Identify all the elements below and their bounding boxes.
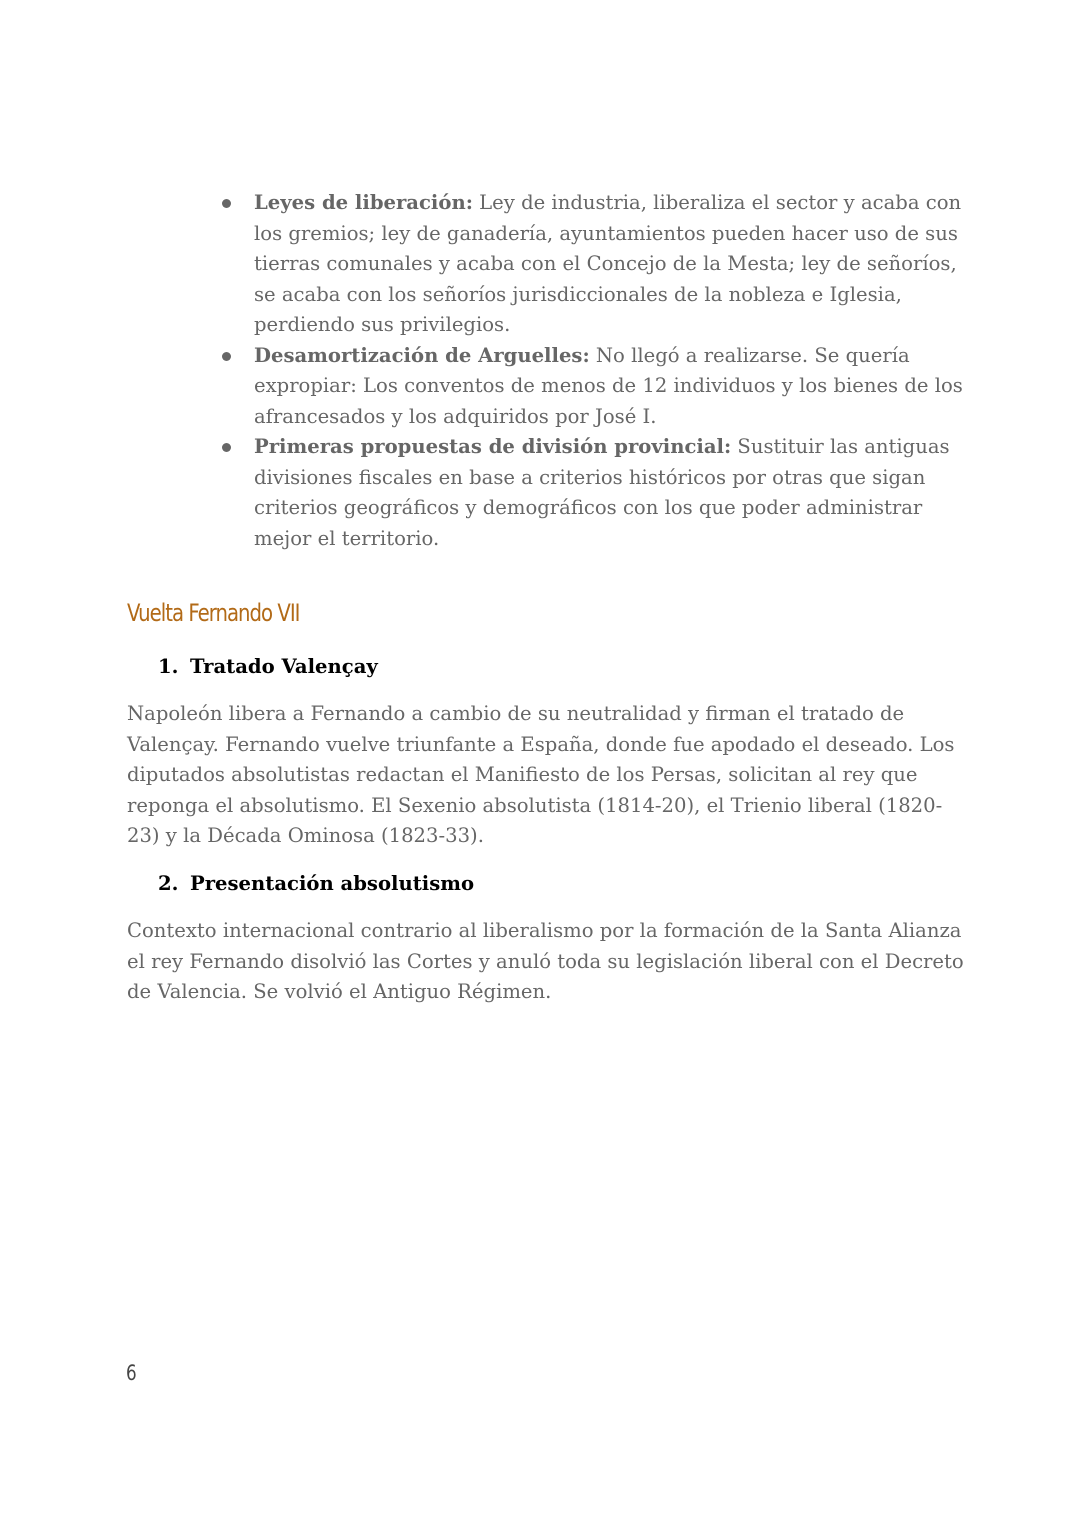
bullet-text: No llegó a realizarse. Se quería expropiar: Los conventos de menos de 12 individuos y los bienes de los afrancesados y los adquiridos por José I.: [254, 343, 963, 428]
bullet-title: Leyes de liberación:: [254, 191, 473, 214]
bullet-item-division-provincial: [254, 432, 966, 554]
bullet-dot-icon: [222, 199, 231, 208]
bullet-title: Desamortización de Arguelles:: [254, 343, 590, 367]
paragraph-presentacion-absolutismo: Contexto internacional contrario al liberalismo por la formación de la Santa Alianza el rey Fernando disolvió las Cortes y anuló toda su legislación liberal con el Decreto de Valencia. Se volvió el Antiguo Régimen.: [127, 919, 964, 1003]
page-number: 6: [126, 1361, 137, 1385]
subheading-tratado-valencay: [158, 652, 378, 682]
paragraph-tratado-valencay: Napoleón libera a Fernando a cambio de su neutralidad y firman el tratado de Valençay. Fernando vuelve triunfante a España, donde fue apodado el deseado. Los diputados absolutistas redactan el Manifiesto de los Persas, solicitan al rey que reponga el absolutismo. El Sexenio absolutista (1814-20), el Trienio liberal (1820-23) y la Década Ominosa (1823-33).: [127, 702, 955, 847]
bullet-dot-icon: [222, 352, 231, 361]
bullet-title: Primeras propuestas de división provincial:: [254, 435, 732, 458]
subheading-title: Tratado Valençay: [190, 655, 378, 678]
subheading-title: Presentación absolutismo: [190, 872, 475, 895]
subheading-presentacion-absolutismo: [158, 869, 474, 899]
bullet-text: Ley de industria, liberaliza el sector y acaba con los gremios; ley de ganadería, ayuntamientos pueden hacer uso de sus tierras comunales y acaba con el Concejo de la Mesta; ley de señoríos, se acaba con los señoríos jurisdiccionales de la nobleza e Iglesia, perdiendo sus privilegios.: [254, 191, 962, 336]
subheading-number: 2.: [158, 872, 179, 895]
bullet-dot-icon: [222, 443, 231, 452]
section-heading: Vuelta Fernando VII: [127, 599, 300, 627]
bullet-text: Sustituir las antiguas divisiones fiscales en base a criterios históricos por otras que sigan criterios geográficos y demográficos con los que poder administrar mejor el territorio.: [254, 435, 950, 550]
bullet-item-leyes: [254, 188, 966, 341]
bullet-item-desamortizacion: [254, 341, 966, 433]
subheading-number: 1.: [158, 655, 179, 678]
bullet-list: [254, 188, 966, 554]
